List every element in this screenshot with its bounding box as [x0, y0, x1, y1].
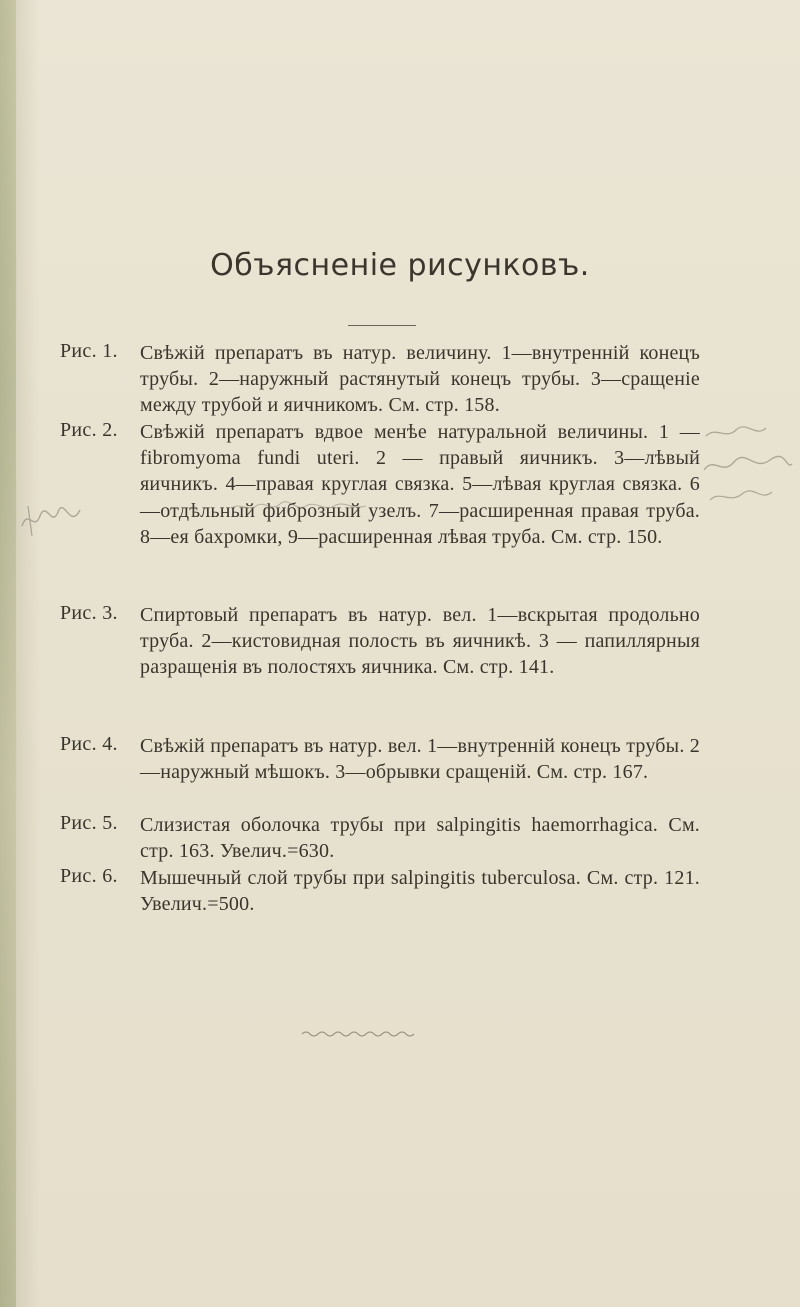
figure-label: Рис. 4.: [60, 733, 118, 755]
figure-label: Рис. 2.: [60, 419, 118, 441]
page-title: Объясненіе рисунковъ.: [210, 248, 590, 283]
figure-description: Свѣжій препаратъ вдвое менѣе натуральной величины. 1 — fibromyoma fundi uteri. 2 — правый яичникъ. 3—лѣвый яичникъ. 4—правая круглая связка. 5—лѣвая круглая связка. 6—отдѣльный фиброзный узелъ. 7—расширенная правая труба. 8—ея бахромки, 9—расширенная лѣвая труба. См. стр. 150.: [140, 421, 700, 548]
handwritten-margin-note-right: [700, 420, 796, 510]
figure-label: Рис. 3.: [60, 602, 118, 624]
figure-description: Свѣжій препаратъ въ натур. вел. 1—внутренній конецъ трубы. 2—наружный мѣшокъ. 3—обрывки сращеній. См. стр. 167.: [140, 735, 700, 784]
handwritten-margin-note-left: [18, 498, 88, 538]
handwritten-underline-scribble: [230, 500, 370, 514]
figure-description: Спиртовый препаратъ въ натур. вел. 1—вскрытая продольно труба. 2—кистовидная полость въ яичникѣ. 3 — папиллярныя разращенія въ полостяхъ яичника. См. стр. 141.: [140, 604, 700, 679]
end-ornament: [300, 1030, 420, 1038]
figure-description: Свѣжій препаратъ въ натур. величину. 1—внутренній конецъ трубы. 2—наружный растянутый конецъ трубы. 3—сращеніе между трубой и яичникомъ. См. стр. 158.: [140, 342, 700, 417]
figure-label: Рис. 6.: [60, 865, 118, 887]
paper-edge: [0, 0, 16, 1307]
title-divider: [348, 325, 416, 326]
figure-description: Мышечный слой трубы при salpingitis tuberculosa. См. стр. 121. Увелич.=500.: [140, 867, 700, 916]
figure-description: Слизистая оболочка трубы при salpingitis haemorrhagica. См. стр. 163. Увелич.=630.: [140, 814, 700, 863]
figure-label: Рис. 1.: [60, 340, 118, 362]
figure-label: Рис. 5.: [60, 812, 118, 834]
